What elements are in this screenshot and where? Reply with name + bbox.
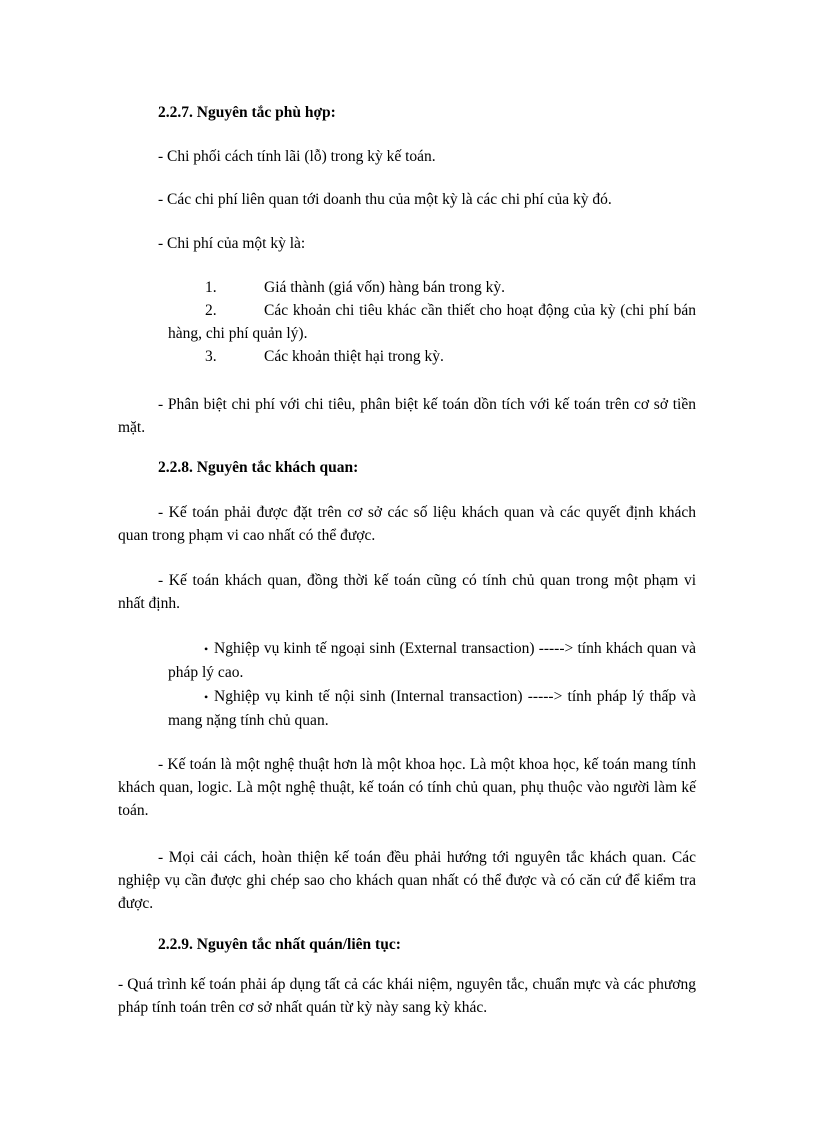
bullet-list [168, 637, 696, 733]
list-item [168, 299, 696, 345]
paragraph: - Quá trình kế toán phải áp dụng tất cả các khái niệm, nguyên tắc, chuẩn mực và các phương pháp tính toán trên cơ sở nhất quán từ kỳ này sang kỳ khác. [118, 976, 696, 1016]
paragraph: - Phân biệt chi phí với chi tiêu, phân biệt kế toán dồn tích với kế toán trên cơ sở tiền mặt. [118, 396, 696, 436]
bullet-icon: • [204, 690, 209, 704]
list-number: 1. [205, 279, 217, 296]
paragraph: - Các chi phí liên quan tới doanh thu của một kỳ là các chi phí của kỳ đó. [158, 191, 612, 208]
list-text: Nghiệp vụ kinh tế nội sinh (Internal transaction) -----> tính pháp lý thấp và mang nặng tính chủ quan. [168, 688, 696, 729]
bullet-icon: • [204, 642, 209, 656]
list-text: Nghiệp vụ kinh tế ngoại sinh (External transaction) -----> tính khách quan và pháp lý cao. [168, 640, 696, 681]
list-text: Các khoản chi tiêu khác cần thiết cho hoạt động của kỳ (chi phí bán hàng, chi phí quản lý). [168, 302, 696, 342]
paragraph: - Mọi cải cách, hoàn thiện kế toán đều phải hướng tới nguyên tắc khách quan. Các nghiệp vụ cần được ghi chép sao cho khách quan nhất có thể được và có căn cứ để kiểm tra được. [118, 849, 696, 912]
paragraph: - Chi phối cách tính lãi (lỗ) trong kỳ kế toán. [158, 148, 436, 165]
numbered-list [168, 276, 696, 368]
list-item [168, 345, 696, 368]
paragraph: - Kế toán khách quan, đồng thời kế toán cũng có tính chủ quan trong một phạm vi nhất định. [118, 572, 696, 612]
list-number: 3. [205, 348, 217, 365]
list-item [168, 685, 696, 732]
list-text: Các khoản thiệt hại trong kỳ. [264, 348, 444, 365]
paragraph: - Kế toán phải được đặt trên cơ sở các số liệu khách quan và các quyết định khách quan trong phạm vi cao nhất có thể được. [118, 504, 696, 544]
heading-2-2-8: 2.2.8. Nguyên tắc khách quan: [158, 459, 359, 476]
paragraph: - Chi phí của một kỳ là: [158, 235, 306, 252]
list-text: Giá thành (giá vốn) hàng bán trong kỳ. [264, 279, 506, 296]
paragraph: - Kế toán là một nghệ thuật hơn là một khoa học. Là một khoa học, kế toán mang tính khách quan, logic. Là một nghệ thuật, kế toán có tính chủ quan, phụ thuộc vào người làm kế toán. [118, 756, 696, 819]
list-number: 2. [205, 302, 217, 319]
list-item [168, 637, 696, 684]
heading-2-2-7: 2.2.7. Nguyên tắc phù hợp: [158, 104, 336, 121]
list-item [168, 276, 696, 299]
heading-2-2-9: 2.2.9. Nguyên tắc nhất quán/liên tục: [158, 936, 401, 953]
